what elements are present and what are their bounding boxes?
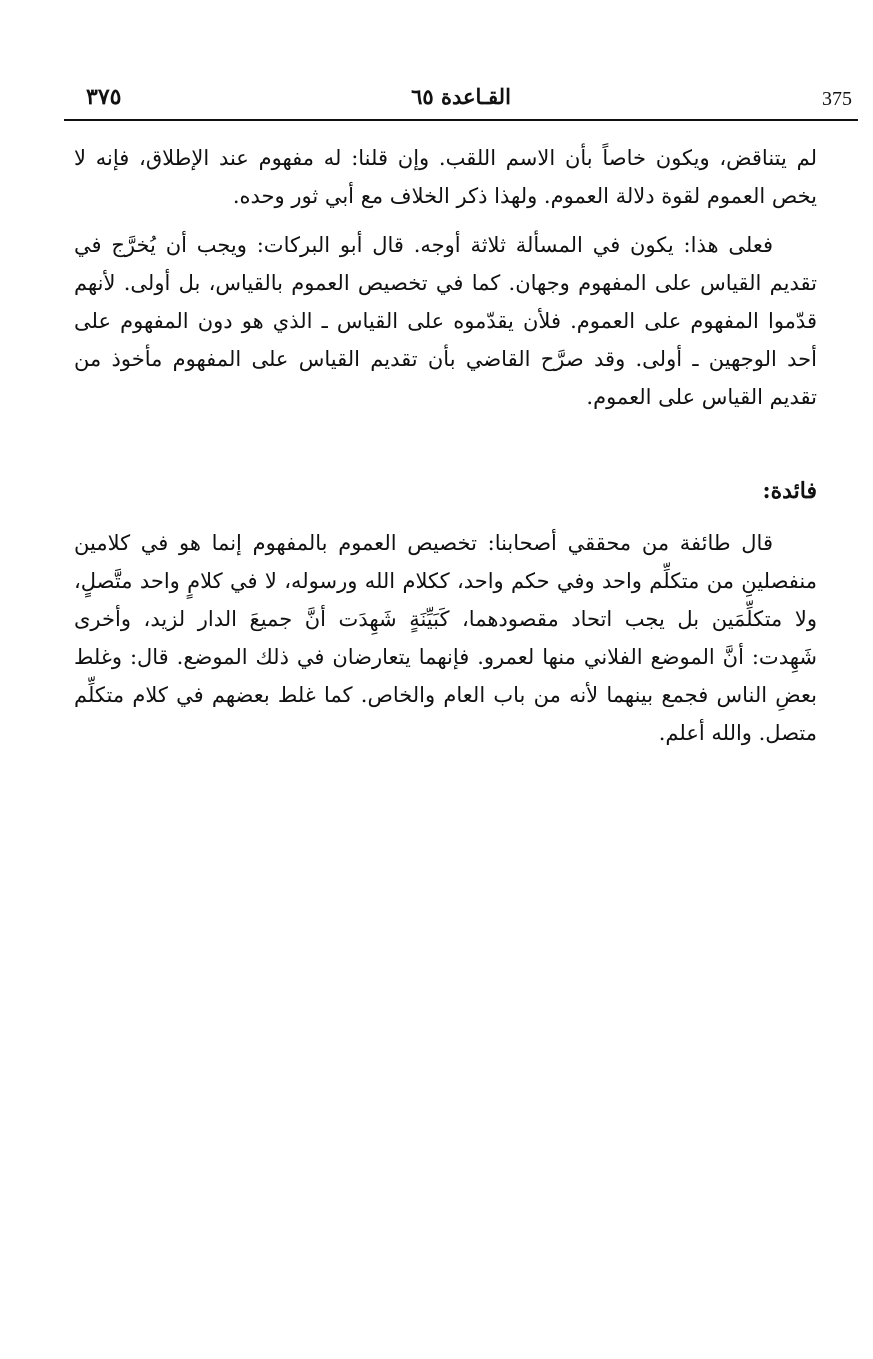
paragraph-1	[74, 139, 817, 215]
paragraph-3-text: قال طائفة من محققي أصحابنا: تخصيص العموم بالمفهوم إنما هو في كلامين منفصلينِ من متكلِّم واحد وفي حكم واحد، ككلام الله ورسوله، لا في كلامٍ واحد متَّصلٍ، ولا متكلِّمَين بل يجب اتحاد مقصودهما، كَبَيِّنَةٍ شَهِدَت أنَّ جميعَ الدار لزيد، وأخرى شَهِدت: أنَّ الموضع الفلاني منها لعمرو. فإنهما يتعارضان في ذلك الموضع. قال: وغلط بعضِ الناس فجمع بينهما لأنه من باب العام والخاص. كما غلط بعضهم في كلام متكلِّم متصل. والله أعلم.	[74, 531, 817, 745]
paragraph-2-text: فعلى هذا: يكون في المسألة ثلاثة أوجه. قال أبو البركات: ويجب أن يُخرَّج في تقديم القياس على المفهوم وجهان. كما في تخصيص العموم بالقياس، بل أولى. لأنهم قدّموا المفهوم على العموم. فلأن يقدّموه على القياس ـ الذي هو دون المفهوم على أحد الوجهين ـ أولى. وقد صرَّح القاضي بأن تقديم القياس على المفهوم مأخوذ من تقديم القياس على العموم.	[74, 233, 817, 409]
paragraph-3	[74, 524, 817, 752]
page-number-arabic: ٣٧٥	[86, 84, 122, 110]
header-rule	[64, 119, 858, 121]
page-number-latin: 375	[822, 88, 852, 110]
paragraph-1-text: لم يتناقض، ويكون خاصاً بأن الاسم اللقب. وإن قلنا: له مفهوم عند الإطلاق، فإنه لا يخص العموم لقوة دلالة العموم. ولهذا ذكر الخلاف مع أبي ثور وحده.	[74, 146, 817, 208]
section-heading: فائدة:	[762, 478, 817, 504]
paragraph-2	[74, 226, 817, 416]
running-title: القـاعدة ٦٥	[411, 84, 511, 109]
page-header	[64, 84, 858, 120]
